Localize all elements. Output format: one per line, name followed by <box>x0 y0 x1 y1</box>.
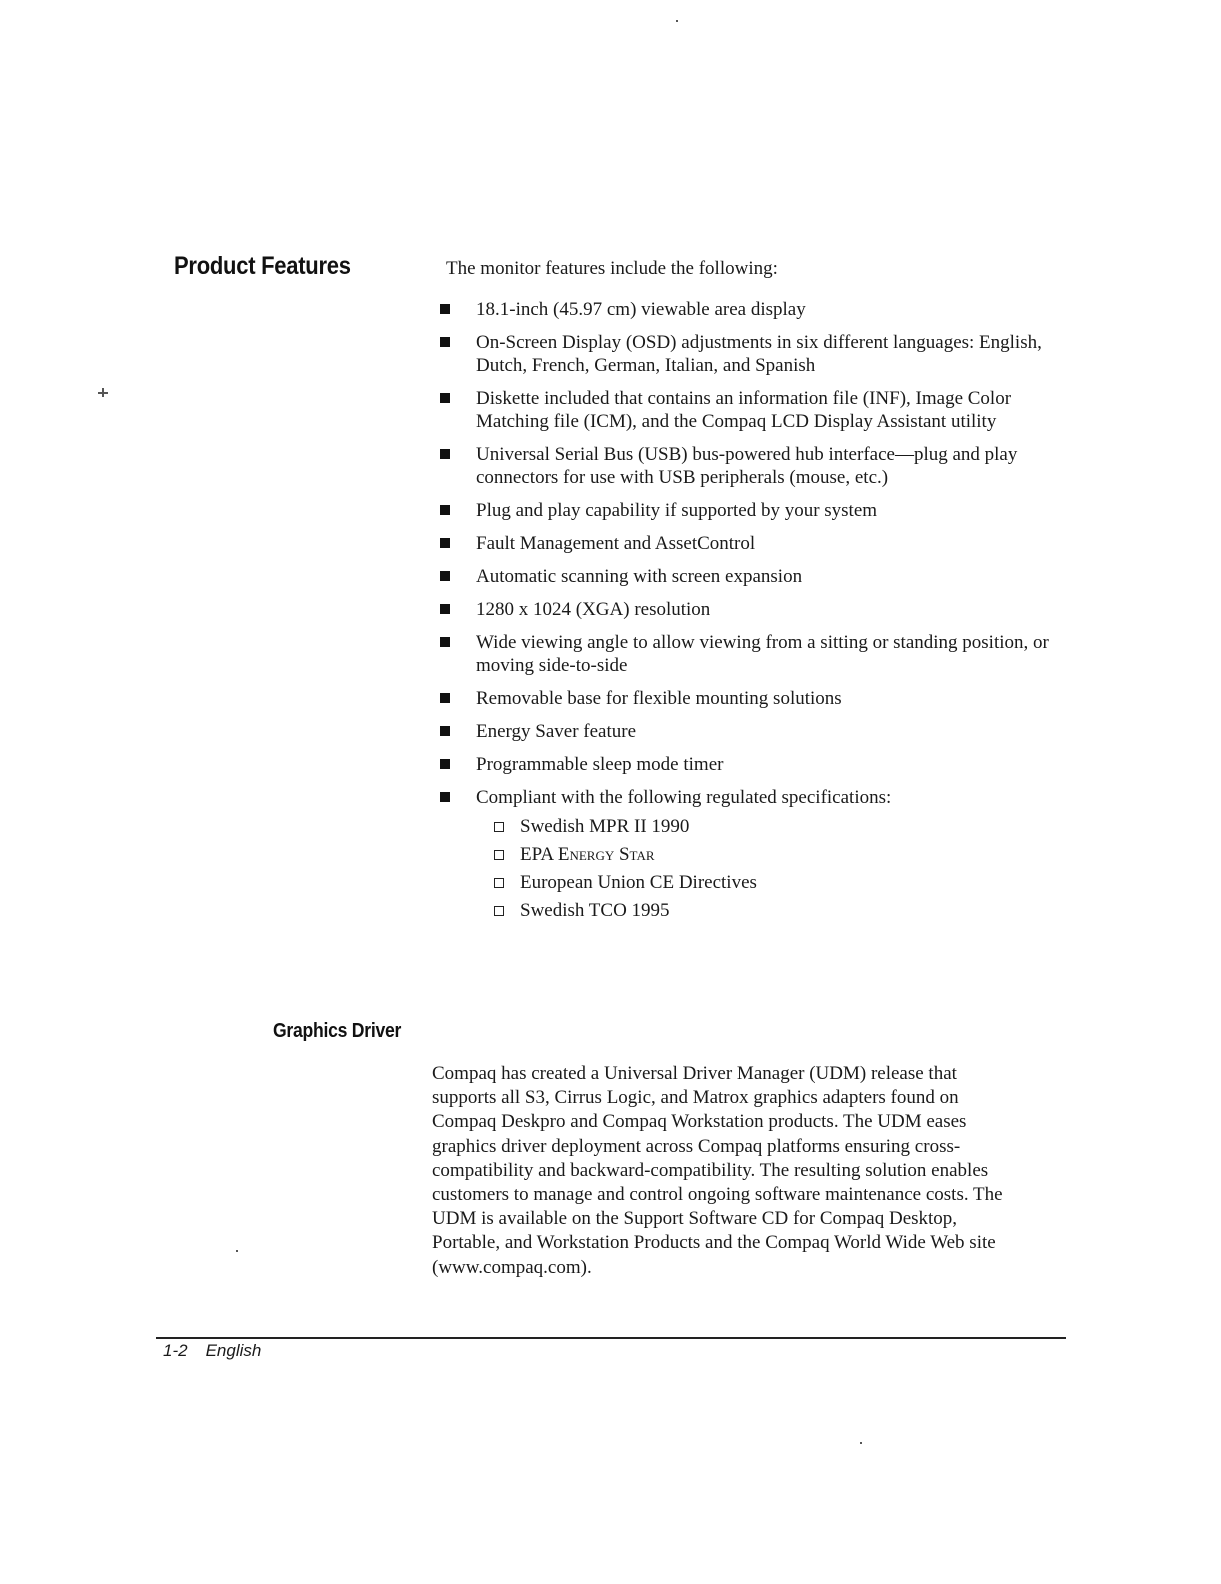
subsection-title: Graphics Driver <box>273 1020 402 1042</box>
list-item: Plug and play capability if supported by your system <box>436 499 1056 522</box>
specifications-list <box>476 813 1056 925</box>
square-bullet-icon <box>440 637 450 647</box>
section-intro: The monitor features include the following: <box>446 258 778 279</box>
section-title: Product Features <box>174 252 351 280</box>
hollow-box-bullet-icon <box>494 822 504 832</box>
footer-divider <box>156 1337 1066 1339</box>
footer-language: English <box>205 1341 262 1360</box>
square-bullet-icon <box>440 449 450 459</box>
list-item: 18.1-inch (45.97 cm) viewable area display <box>436 298 1056 321</box>
list-item: Wide viewing angle to allow viewing from a sitting or standing position, or moving side-to-side <box>436 631 1056 677</box>
square-bullet-icon <box>440 505 450 515</box>
square-bullet-icon <box>440 393 450 403</box>
list-item: Removable base for flexible mounting solutions <box>436 687 1056 710</box>
list-item: Energy Saver feature <box>436 720 1056 743</box>
square-bullet-icon <box>440 571 450 581</box>
square-bullet-icon <box>440 759 450 769</box>
square-bullet-icon <box>440 693 450 703</box>
list-item: Automatic scanning with screen expansion <box>436 565 1056 588</box>
square-bullet-icon <box>440 792 450 802</box>
feature-list <box>436 298 1056 935</box>
subsection-body: Compaq has created a Universal Driver Manager (UDM) release that supports all S3, Cirrus Logic, and Matrox graphics adapters found on Compaq Deskpro and Compaq Workstation products. The UDM eases graphics driver deployment across Compaq platforms ensuring cross-compatibility and backward-compatibility. The resulting solution enables customers to manage and control ongoing software maintenance costs. The UDM is available on the Support Software CD for Compaq Desktop, Portable, and Workstation Products and the Compaq World Wide Web site (www.compaq.com). <box>432 1063 1003 1278</box>
scan-speck <box>236 1250 238 1252</box>
scan-speck <box>102 388 104 397</box>
hollow-box-bullet-icon <box>494 850 504 860</box>
list-item: On-Screen Display (OSD) adjustments in six different languages: English, Dutch, French, German, Italian, and Spanish <box>436 331 1056 377</box>
spec-item: Swedish TCO 1995 <box>476 897 1056 925</box>
square-bullet-icon <box>440 538 450 548</box>
square-bullet-icon <box>440 726 450 736</box>
spec-item: Swedish MPR II 1990 <box>476 813 1056 841</box>
square-bullet-icon <box>440 337 450 347</box>
list-item: Diskette included that contains an information file (INF), Image Color Matching file (ICM), and the Compaq LCD Display Assistant utility <box>436 387 1056 433</box>
list-item: Compliant with the following regulated specifications: Swedish MPR II 1990 EPA Energy Star European Union CE Directives Swedish TCO 1995 <box>436 786 1056 925</box>
hollow-box-bullet-icon <box>494 878 504 888</box>
hollow-box-bullet-icon <box>494 906 504 916</box>
scan-speck <box>676 20 678 22</box>
spec-item: EPA Energy Star <box>476 841 1056 869</box>
list-item: 1280 x 1024 (XGA) resolution <box>436 598 1056 621</box>
scan-speck <box>860 1442 862 1444</box>
list-item: Universal Serial Bus (USB) bus-powered hub interface—plug and play connectors for use with USB peripherals (mouse, etc.) <box>436 443 1056 489</box>
page-number: 1-2 <box>163 1341 188 1360</box>
square-bullet-icon <box>440 604 450 614</box>
spec-item: European Union CE Directives <box>476 869 1056 897</box>
list-item: Fault Management and AssetControl <box>436 532 1056 555</box>
list-item: Programmable sleep mode timer <box>436 753 1056 776</box>
page-footer <box>163 1341 261 1361</box>
square-bullet-icon <box>440 304 450 314</box>
